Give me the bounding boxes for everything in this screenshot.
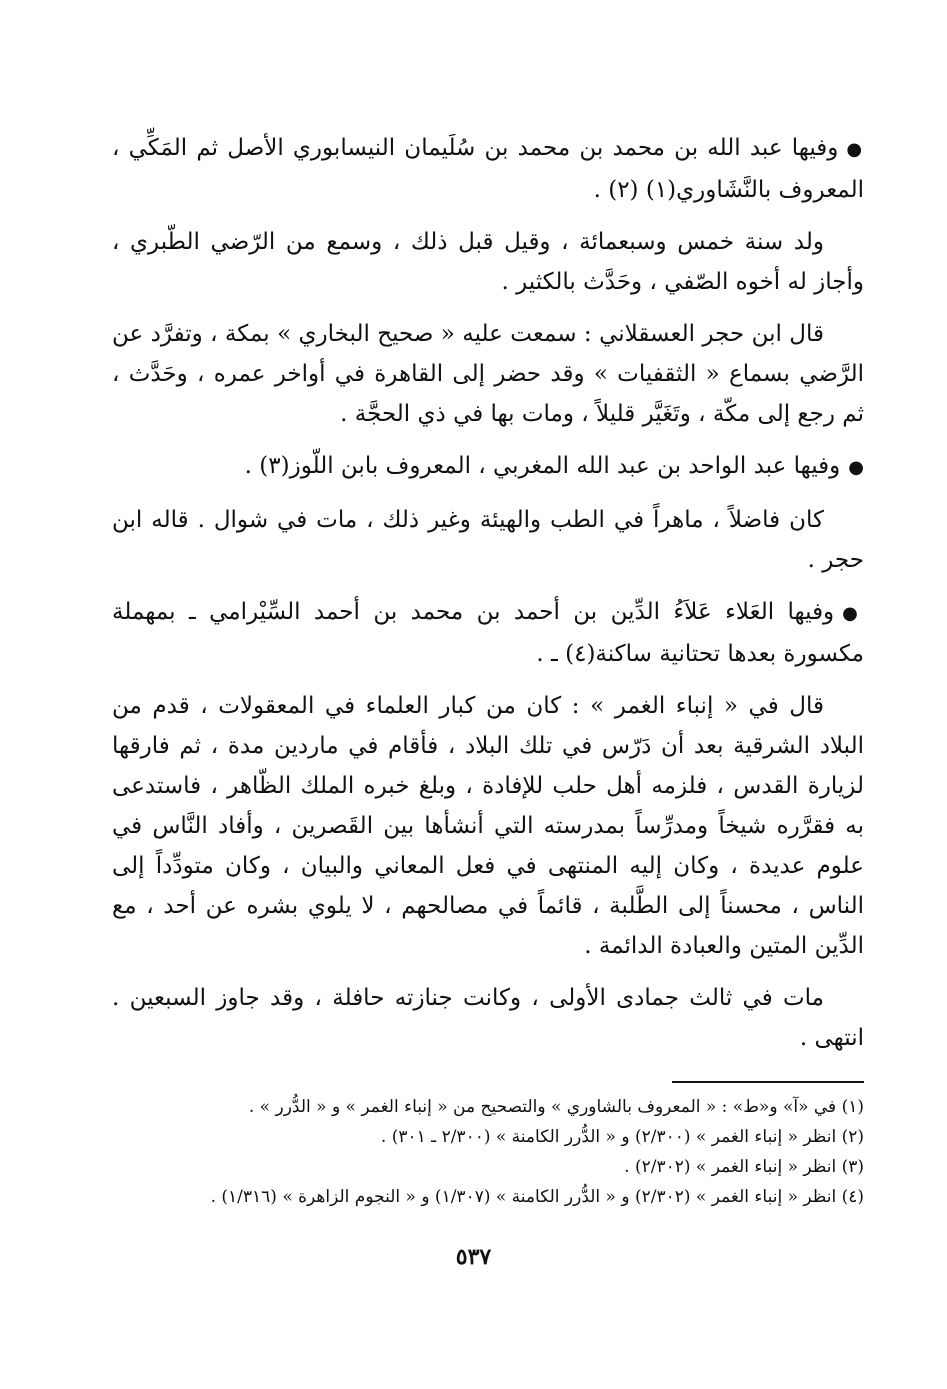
entry-paragraph [112, 446, 864, 488]
bullet-icon: ● [846, 139, 864, 160]
entry-paragraph [112, 592, 864, 674]
paragraph-text: مات في ثالث جمادى الأولى ، وكانت جنازته حافلة ، وقد جاوز السبعين . انتهى . [112, 985, 864, 1051]
paragraph [112, 686, 864, 966]
paragraph-text: قال في « إنباء الغمر » : كان من كبار العلماء في المعقولات ، قدم من البلاد الشرقية بعد أن دَرّس في تلك البلاد ، فأقام في ماردين مدة ، ثم فارقها لزيارة القدس ، فلزمه أهل حلب للإفادة ، وبلغ خبره الملك الظّاهر ، فاستدعى به فقرَّره شيخاً ومدرِّساً بمدرسته التي أنشأها بين القَصرين ، وأفاد النَّاس في علوم عديدة ، وكان إليه المنتهى في فعل المعاني والبيان ، وكان متودِّداً إلى الناس ، محسناً إلى الطَّلبة ، قائماً في مصالحهم ، لا يلوي بشره عن أحد ، مع الدِّين المتين والعبادة الدائمة . [112, 693, 864, 959]
paragraph [112, 978, 864, 1058]
paragraph-text: وفيها عبد الواحد بن عبد الله المغربي ، المعروف بابن اللّوز(٣) . [244, 453, 841, 479]
footnote-divider [672, 1081, 864, 1083]
paragraph-text: كان فاضلاً ، ماهراً في الطب والهيئة وغير ذلك ، مات في شوال . قاله ابن حجر . [112, 507, 864, 573]
footnote: (٤) انظر « إنباء الغمر » (٢/٣٠٢) و « الدُّرر الكامنة » (١/٣٠٧) و « النجوم الزاهرة » (١/٣١٦) . [210, 1187, 864, 1207]
paragraph-text: وفيها العَلاء عَلاَءُ الدِّين بن أحمد بن محمد بن أحمد السِّيْرامي ـ بمهملة مكسورة بعدها تحتانية ساكنة(٤) ـ . [112, 599, 864, 667]
paragraph [112, 500, 864, 580]
paragraph-text: وفيها عبد الله بن محمد بن محمد بن سُلَيمان النيسابوري الأصل ثم المَكِّي ، المعروف بالنَّشَاوري(١) (٢) . [112, 135, 864, 203]
paragraph [112, 222, 864, 302]
footnote: (١) في «آ» و«ط» : « المعروف بالشاوري » والتصحيح من « إنباء الغمر » و « الدُّرر » . [248, 1097, 864, 1117]
entry-paragraph [112, 128, 864, 210]
footnote: (٣) انظر « إنباء الغمر » (٢/٣٠٢) . [624, 1157, 864, 1177]
bullet-icon: ● [848, 457, 864, 478]
main-text [112, 128, 864, 1070]
bullet-icon: ● [842, 603, 864, 624]
paragraph [112, 314, 864, 434]
paragraph-text: قال ابن حجر العسقلاني : سمعت عليه « صحيح البخاري » بمكة ، وتفرَّد عن الرَّضي بسماع « الثقفيات » وقد حضر إلى القاهرة في أواخر عمره ، وحَدَّث ، ثم رجع إلى مكّة ، وتَغَيَّر قليلاً ، ومات بها في ذي الحجَّة . [112, 321, 864, 427]
footnotes [112, 1092, 864, 1212]
page-number: ٥٣٧ [455, 1244, 492, 1270]
footnote: (٢) انظر « إنباء الغمر » (٢/٣٠٠) و « الدُّرر الكامنة » (٢/٣٠٠ ـ ٣٠١) . [380, 1127, 864, 1147]
paragraph-text: ولد سنة خمس وسبعمائة ، وقيل قبل ذلك ، وسمع من الرّضي الطّبري ، وأجاز له أخوه الصّفي ، وحَدَّث بالكثير . [112, 229, 864, 295]
